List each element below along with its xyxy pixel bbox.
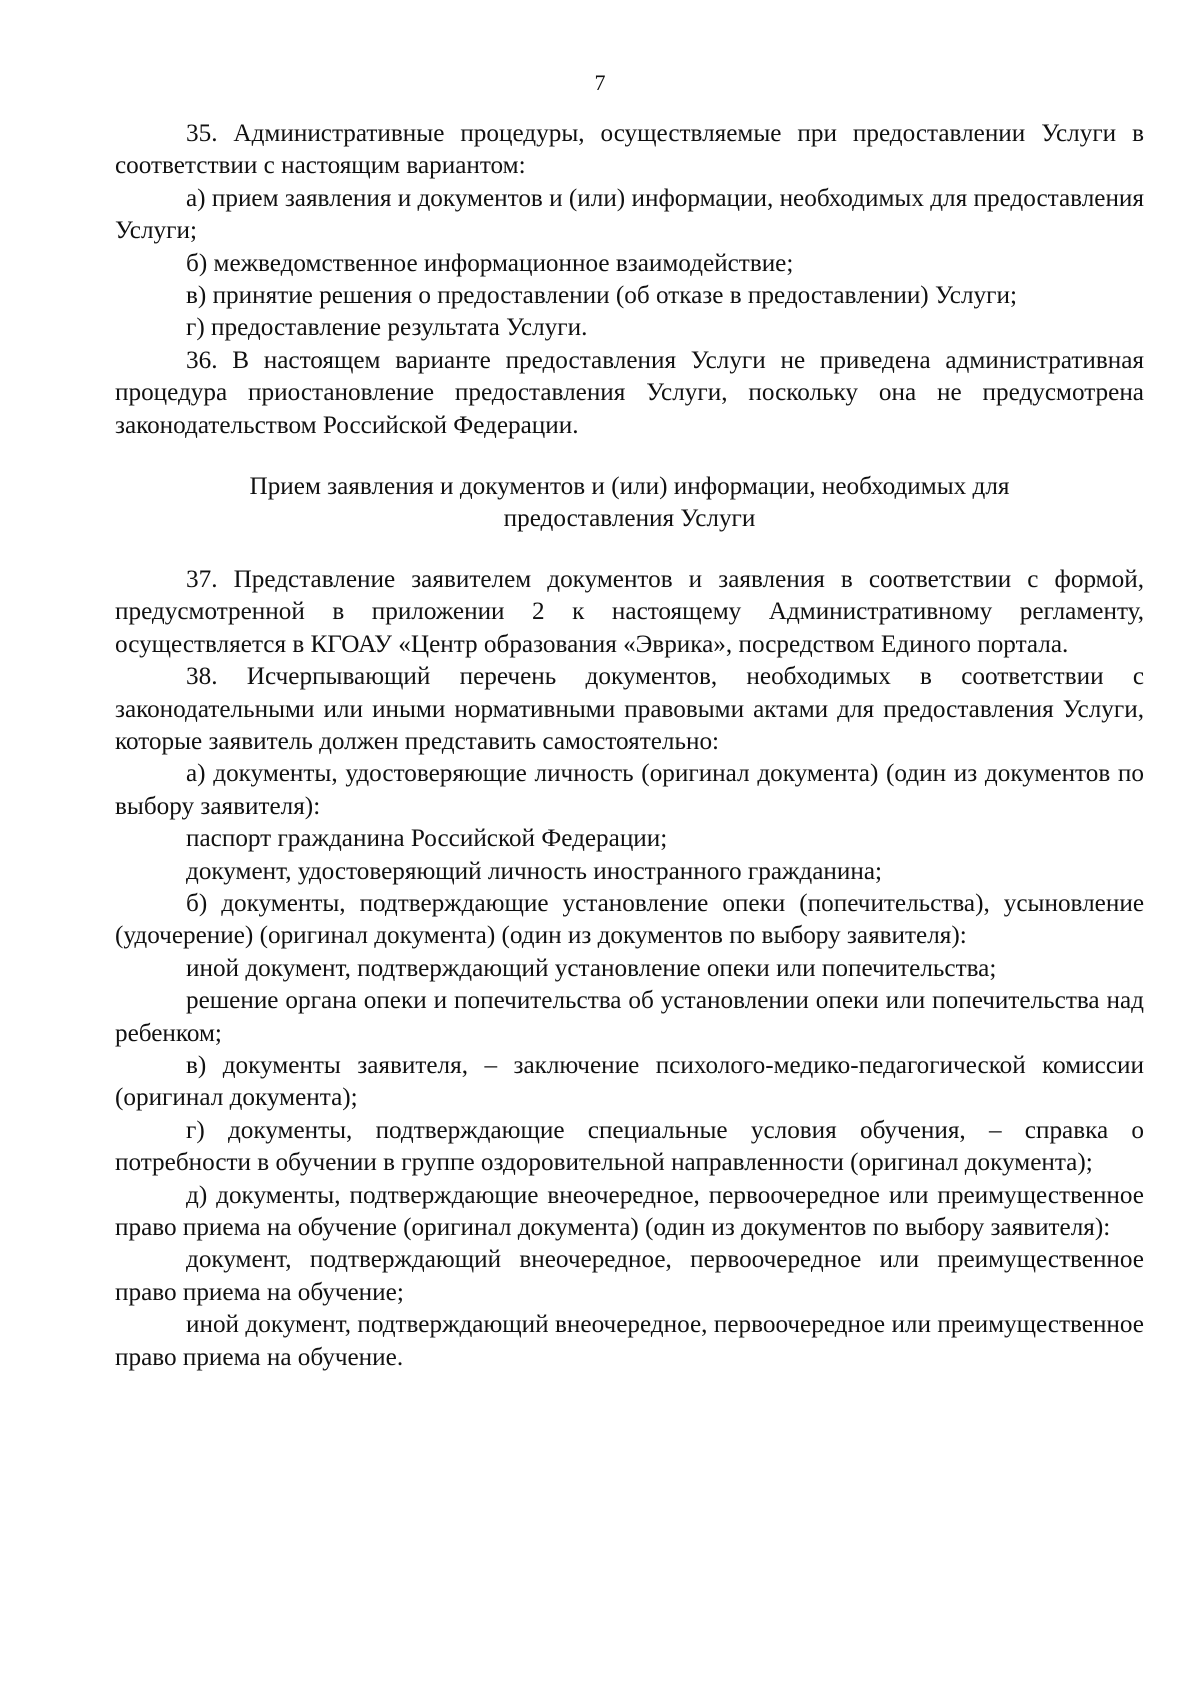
paragraph-38: 38. Исчерпывающий перечень документов, необходимых в соответствии с законодательными или иными нормативными правовыми актами для предоставления Услуги, которые заявитель должен представить самостоятельно:: [115, 663, 1144, 755]
page-number: 7: [594, 70, 606, 95]
list-subitem-passport: паспорт гражданина Российской Федерации;: [186, 825, 668, 853]
list-subitem-priority-doc: документ, подтверждающий внеочередное, первоочередное или преимущественное право приема на обучение;: [115, 1246, 1144, 1306]
paragraph-37: 37. Представление заявителем документов и заявления в соответствии с формой, предусмотренной в приложении 2 к настоящему Административному регламенту, осуществляется в КГОАУ «Центр образования «Эврика», посредством Единого портала.: [115, 565, 1144, 658]
list-item-v-commission: в) документы заявителя, – заключение психолого-медико-педагогической комиссии (оригинал документа);: [115, 1051, 1144, 1112]
section-heading: Прием заявления и документов и (или) информации, необходимых для предоставления Услуги: [249, 473, 1010, 533]
list-subitem-foreign-id: документ, удостоверяющий личность иностранного гражданина;: [186, 857, 883, 885]
paragraph-36: 36. В настоящем варианте предоставления Услуги не приведена административная процедура приостановление предоставления Услуги, поскольку она не предусмотрена законодательством Российской Федерации.: [115, 346, 1144, 439]
list-item-v: в) принятие решения о предоставлении (об отказе в предоставлении) Услуги;: [186, 282, 1017, 310]
list-item-b: б) межведомственное информационное взаимодействие;: [186, 249, 794, 277]
list-subitem-other-priority-doc: иной документ, подтверждающий внеочередное, первоочередное или преимущественное право приема на обучение.: [115, 1311, 1144, 1371]
list-subitem-guardianship-decision: решение органа опеки и попечительства об установлении опеки или попечительства над ребенком;: [115, 987, 1144, 1047]
list-item-g-special-conditions: г) документы, подтверждающие специальные условия обучения, – справка о потребности в обучении в группе оздоровительной направленности (оригинал документа);: [115, 1116, 1144, 1177]
list-item-a-identity: а) документы, удостоверяющие личность (оригинал документа) (один из документов по выбору заявителя):: [115, 760, 1144, 820]
list-item-g: г) предоставление результата Услуги.: [186, 314, 588, 342]
document-body: [115, 118, 1144, 1374]
list-item-d-priority-right: д) документы, подтверждающие внеочередное, первоочередное или преимущественное право приема на обучение (оригинал документа) (один из документов по выбору заявителя):: [115, 1181, 1144, 1241]
list-item-b-guardianship: б) документы, подтверждающие установление опеки (попечительства), усыновление (удочерение) (оригинал документа) (один из документов по выбору заявителя):: [115, 889, 1144, 950]
list-subitem-other-guardianship-doc: иной документ, подтверждающий установление опеки или попечительства;: [186, 954, 997, 982]
paragraph-35: 35. Административные процедуры, осуществляемые при предоставлении Услуги в соответствии с настоящим вариантом:: [115, 120, 1144, 180]
list-item-a: а) прием заявления и документов и (или) информации, необходимых для предоставления Услуги;: [115, 184, 1144, 245]
